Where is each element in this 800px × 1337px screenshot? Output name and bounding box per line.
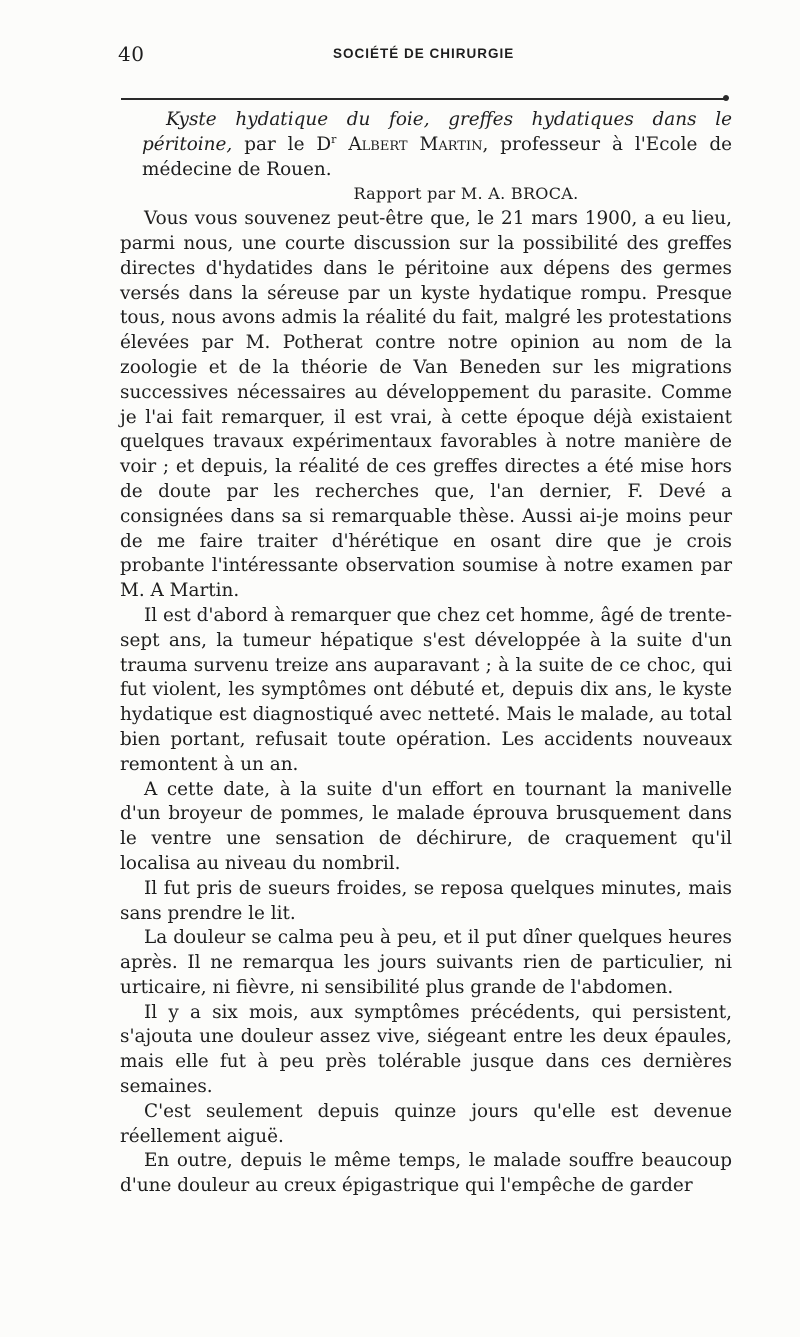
- article-title: Kyste hydatique du foie, greffes hydatiques dans le péritoine,: [142, 109, 732, 155]
- paragraph: Vous vous souvenez peut-être que, le 21 mars 1900, a eu lieu, parmi nous, une courte discussion sur la possibilité des greffes directes d'hydatides dans le péritoine aux dépens des germes versés dans la séreuse par un kyste hydatique rompu. Presque tous, nous avons admis la réalité du fait, malgré les protestations élevées par M. Potherat contre notre opinion au nom de la zoologie et de la théorie de Van Beneden sur les migrations successives nécessaires au développement du parasite. Comme je l'ai fait remarquer, il est vrai, à cette époque déjà existaient quelques travaux expérimentaux favorables à notre manière de voir ; et depuis, la réalité de ces greffes directes a été mise hors de doute par les recherches que, l'an dernier, F. Devé a consignées dans sa si remarquable thèse. Aussi ai-je moins peur de me faire traiter d'hérétique en osant dire que je crois probante l'intéressante observation soumise à notre examen par M. A Martin.: [120, 208, 732, 602]
- page-header: [118, 42, 728, 72]
- article-body: [120, 108, 732, 1199]
- author-suffix: , professeur à l'Ecole de médecine de Rouen.: [142, 133, 732, 180]
- running-head: SOCIÉTÉ DE CHIRURGIE: [333, 46, 515, 61]
- paragraph: Il fut pris de sueurs froides, se reposa quelques minutes, mais sans prendre le lit.: [120, 877, 732, 924]
- paragraph: La douleur se calma peu à peu, et il put dîner quelques heures après. Il ne remarqua les jours suivants rien de particulier, ni urticaire, ni fièvre, ni sensibilité plus grande de l'abdomen.: [120, 927, 732, 998]
- report-line: Rapport par M. A. BROCA.: [353, 184, 579, 204]
- author-title-sup: r: [331, 132, 337, 146]
- author-prefix: par le D: [244, 133, 332, 155]
- paragraph: C'est seulement depuis quinze jours qu'elle est devenue réellement aiguë.: [120, 1100, 732, 1147]
- paragraph: Il y a six mois, aux symptômes précédents, qui persistent, s'ajouta une douleur assez vive, siégeant entre les deux épaules, mais elle fut à peu près tolérable jusque dans ces dernières semaines.: [120, 1001, 732, 1098]
- article-heading: [120, 108, 732, 182]
- header-rule-dot: [723, 95, 729, 101]
- paragraph: En outre, depuis le même temps, le malade souffre beaucoup d'une douleur au creux épigastrique qui l'empêche de garder: [120, 1150, 732, 1197]
- author-name: Albert Martin: [348, 133, 483, 155]
- header-rule: [121, 98, 728, 100]
- page-number: 40: [118, 42, 145, 66]
- paragraph: Il est d'abord à remarquer que chez cet homme, âgé de trente-sept ans, la tumeur hépatique s'est développée à la suite d'un trauma survenu treize ans auparavant ; à la suite de ce choc, qui fut violent, les symptômes ont débuté et, depuis dix ans, le kyste hydatique est diagnostiqué avec netteté. Mais le malade, au total bien portant, refusait toute opération. Les accidents nouveaux remontent à un an.: [120, 604, 732, 775]
- paragraph: A cette date, à la suite d'un effort en tournant la manivelle d'un broyeur de pommes, le malade éprouva brusquement dans le ventre une sensation de déchirure, de craquement qu'il localisa au niveau du nombril.: [120, 778, 732, 874]
